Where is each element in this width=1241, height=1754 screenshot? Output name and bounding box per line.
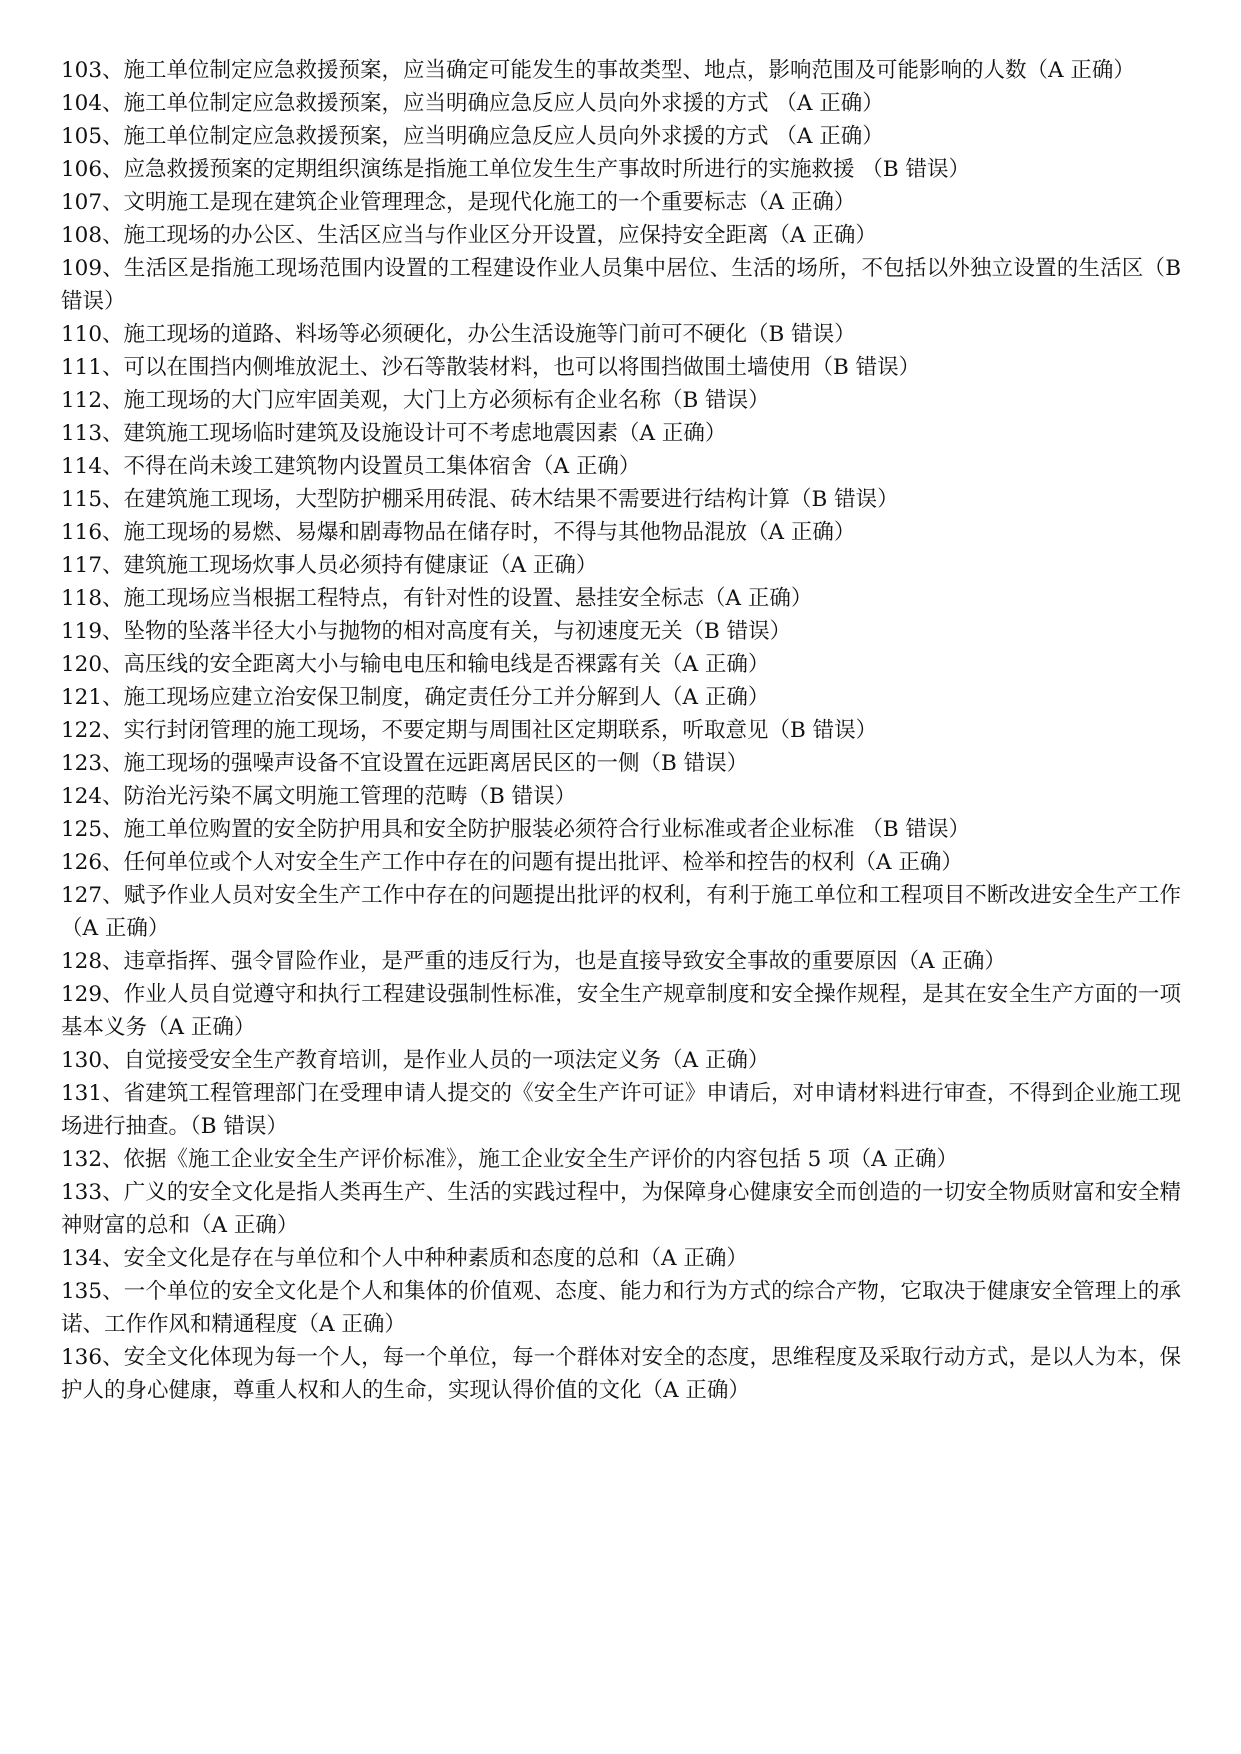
- question-122: 122、实行封闭管理的施工现场，不要定期与周围社区定期联系，听取意见（B 错误）: [61, 718, 878, 743]
- question-123: 123、施工现场的强噪声设备不宜设置在远距离居民区的一侧（B 错误）: [61, 751, 749, 776]
- question-106: 106、应急救援预案的定期组织演练是指施工单位发生生产事故时所进行的实施救援 （B 错误）: [61, 157, 971, 182]
- question-109: 109、生活区是指施工现场范围内设置的工程建设作业人员集中居位、生活的场所，不包括以外独立设置的生活区（B 错误）: [61, 256, 1181, 314]
- question-121: 121、施工现场应建立治安保卫制度，确定责任分工并分解到人（A 正确）: [61, 685, 770, 710]
- question-134: 134、安全文化是存在与单位和个人中种种素质和态度的总和（A 正确）: [61, 1246, 748, 1271]
- question-128: 128、违章指挥、强令冒险作业，是严重的违反行为，也是直接导致安全事故的重要原因（A 正确）: [61, 949, 1006, 974]
- question-120: 120、高压线的安全距离大小与输电电压和输电线是否裸露有关（A 正确）: [61, 652, 770, 677]
- question-104: 104、施工单位制定应急救援预案，应当明确应急反应人员向外求援的方式 （A 正确）: [61, 91, 884, 116]
- question-133: 133、广义的安全文化是指人类再生产、生活的实践过程中，为保障身心健康安全而创造的一切安全物质财富和安全精神财富的总和（A 正确）: [61, 1180, 1181, 1238]
- question-129: 129、作业人员自觉遵守和执行工程建设强制性标准，安全生产规章制度和安全操作规程，是其在安全生产方面的一项基本义务（A 正确）: [61, 982, 1181, 1040]
- question-118: 118、施工现场应当根据工程特点，有针对性的设置、悬挂安全标志（A 正确）: [61, 586, 813, 611]
- question-117: 117、建筑施工现场炊事人员必须持有健康证（A 正确）: [61, 553, 598, 578]
- question-132: 132、依据《施工企业安全生产评价标准》，施工企业安全生产评价的内容包括 5 项（A 正确）: [61, 1147, 958, 1172]
- question-115: 115、在建筑施工现场，大型防护棚采用砖混、砖木结果不需要进行结构计算（B 错误）: [61, 487, 899, 512]
- question-135: 135、一个单位的安全文化是个人和集体的价值观、态度、能力和行为方式的综合产物，它取决于健康安全管理上的承诺、工作作风和精通程度（A 正确）: [61, 1279, 1181, 1337]
- question-125: 125、施工单位购置的安全防护用具和安全防护服装必须符合行业标准或者企业标准 （B 错误）: [61, 817, 971, 842]
- question-130: 130、自觉接受安全生产教育培训，是作业人员的一项法定义务（A 正确）: [61, 1048, 770, 1073]
- question-126: 126、任何单位或个人对安全生产工作中存在的问题有提出批评、检举和控告的权利（A 正确）: [61, 850, 963, 875]
- question-103: 103、施工单位制定应急救援预案，应当确定可能发生的事故类型、地点，影响范围及可能影响的人数（A 正确）: [61, 58, 1135, 83]
- question-107: 107、文明施工是现在建筑企业管理理念，是现代化施工的一个重要标志（A 正确）: [61, 190, 856, 215]
- question-105: 105、施工单位制定应急救援预案，应当明确应急反应人员向外求援的方式 （A 正确）: [61, 124, 884, 149]
- question-110: 110、施工现场的道路、料场等必须硬化，办公生活设施等门前可不硬化（B 错误）: [61, 322, 856, 347]
- question-131: 131、省建筑工程管理部门在受理申请人提交的《安全生产许可证》申请后，对申请材料进行审查，不得到企业施工现场进行抽查。（B 错误）: [61, 1081, 1181, 1139]
- question-112: 112、施工现场的大门应牢固美观，大门上方必须标有企业名称（B 错误）: [61, 388, 770, 413]
- question-114: 114、不得在尚未竣工建筑物内设置员工集体宿舍（A 正确）: [61, 454, 641, 479]
- document-body: [61, 54, 1181, 1407]
- question-124: 124、防治光污染不属文明施工管理的范畴（B 错误）: [61, 784, 577, 809]
- question-108: 108、施工现场的办公区、生活区应当与作业区分开设置，应保持安全距离（A 正确）: [61, 223, 877, 248]
- question-113: 113、建筑施工现场临时建筑及设施设计可不考虑地震因素（A 正确）: [61, 421, 727, 446]
- question-116: 116、施工现场的易燃、易爆和剧毒物品在储存时，不得与其他物品混放（A 正确）: [61, 520, 856, 545]
- question-119: 119、坠物的坠落半径大小与抛物的相对高度有关，与初速度无关（B 错误）: [61, 619, 792, 644]
- question-136: 136、安全文化体现为每一个人，每一个单位，每一个群体对安全的态度，思维程度及采取行动方式，是以人为本，保护人的身心健康，尊重人权和人的生命，实现认得价值的文化（A 正确）: [61, 1345, 1181, 1403]
- question-111: 111、可以在围挡内侧堆放泥土、沙石等散装材料，也可以将围挡做围土墙使用（B 错误）: [61, 355, 921, 380]
- question-127: 127、赋予作业人员对安全生产工作中存在的问题提出批评的权利，有利于施工单位和工程项目不断改进安全生产工作（A 正确）: [61, 883, 1181, 941]
